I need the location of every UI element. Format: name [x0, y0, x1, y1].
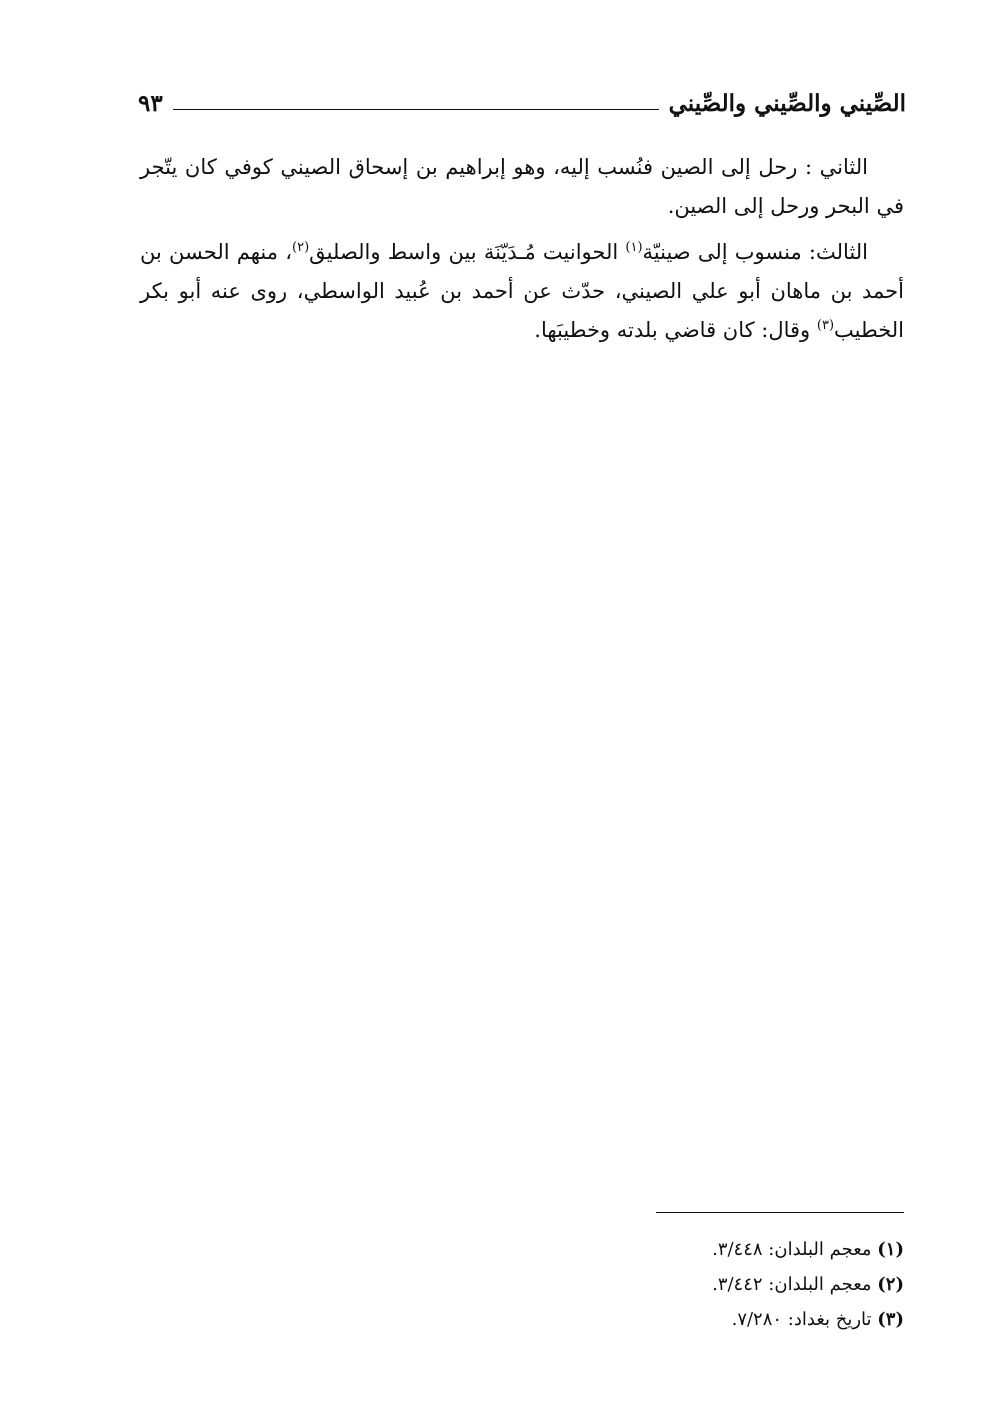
- footnote-reference-3: (٣): [816, 318, 835, 333]
- footnote-2: [500, 1267, 904, 1302]
- footnotes: [500, 1232, 904, 1337]
- paragraph-2-text: الثالث: منسوب إلى صينيّة: [642, 240, 868, 264]
- header-rule: [173, 109, 659, 110]
- paragraph-1: الثاني : رحل إلى الصين فنُسب إليه، وهو إبراهيم بن إسحاق الصيني كوفي كان يتّجر في البحر ورحل إلى الصين.: [140, 155, 904, 218]
- footnote-mark: (٢): [877, 1274, 904, 1295]
- paragraph-2-text: الحوانيت مُـدَيّنَة بين واسط والصليق: [309, 240, 626, 264]
- running-header-title: الصِّيني والصِّيني والصِّيني: [668, 89, 906, 117]
- footnote-3: [500, 1302, 904, 1337]
- page-number: ٩٣: [138, 89, 163, 117]
- footnote-mark: (١): [877, 1239, 904, 1260]
- paragraph-2: [140, 233, 904, 350]
- footnote-mark: (٣): [877, 1309, 904, 1330]
- footnote-reference-2: (٢): [292, 240, 310, 255]
- footnote-text: تاريخ بغداد: ٧/٢٨٠.: [731, 1309, 878, 1330]
- footnote-1: [500, 1232, 904, 1267]
- paragraph-2-text: ، منهم الحسن بن أحمد بن ماهان أبو علي الصيني، حدّث عن أحمد بن عُبيد الواسطي، روى عنه أبو بكر الخطيب: [140, 240, 904, 342]
- footnote-reference-1: (١): [625, 240, 643, 255]
- footnote-rule: [656, 1212, 904, 1213]
- body-text: [140, 148, 904, 357]
- footnote-text: معجم البلدان: ٣/٤٤٢.: [712, 1274, 878, 1295]
- paragraph-2-text: وقال: كان قاضي بلدته وخطيبَها.: [534, 318, 817, 342]
- running-header: [138, 86, 906, 120]
- footnote-text: معجم البلدان: ٣/٤٤٨.: [712, 1239, 878, 1260]
